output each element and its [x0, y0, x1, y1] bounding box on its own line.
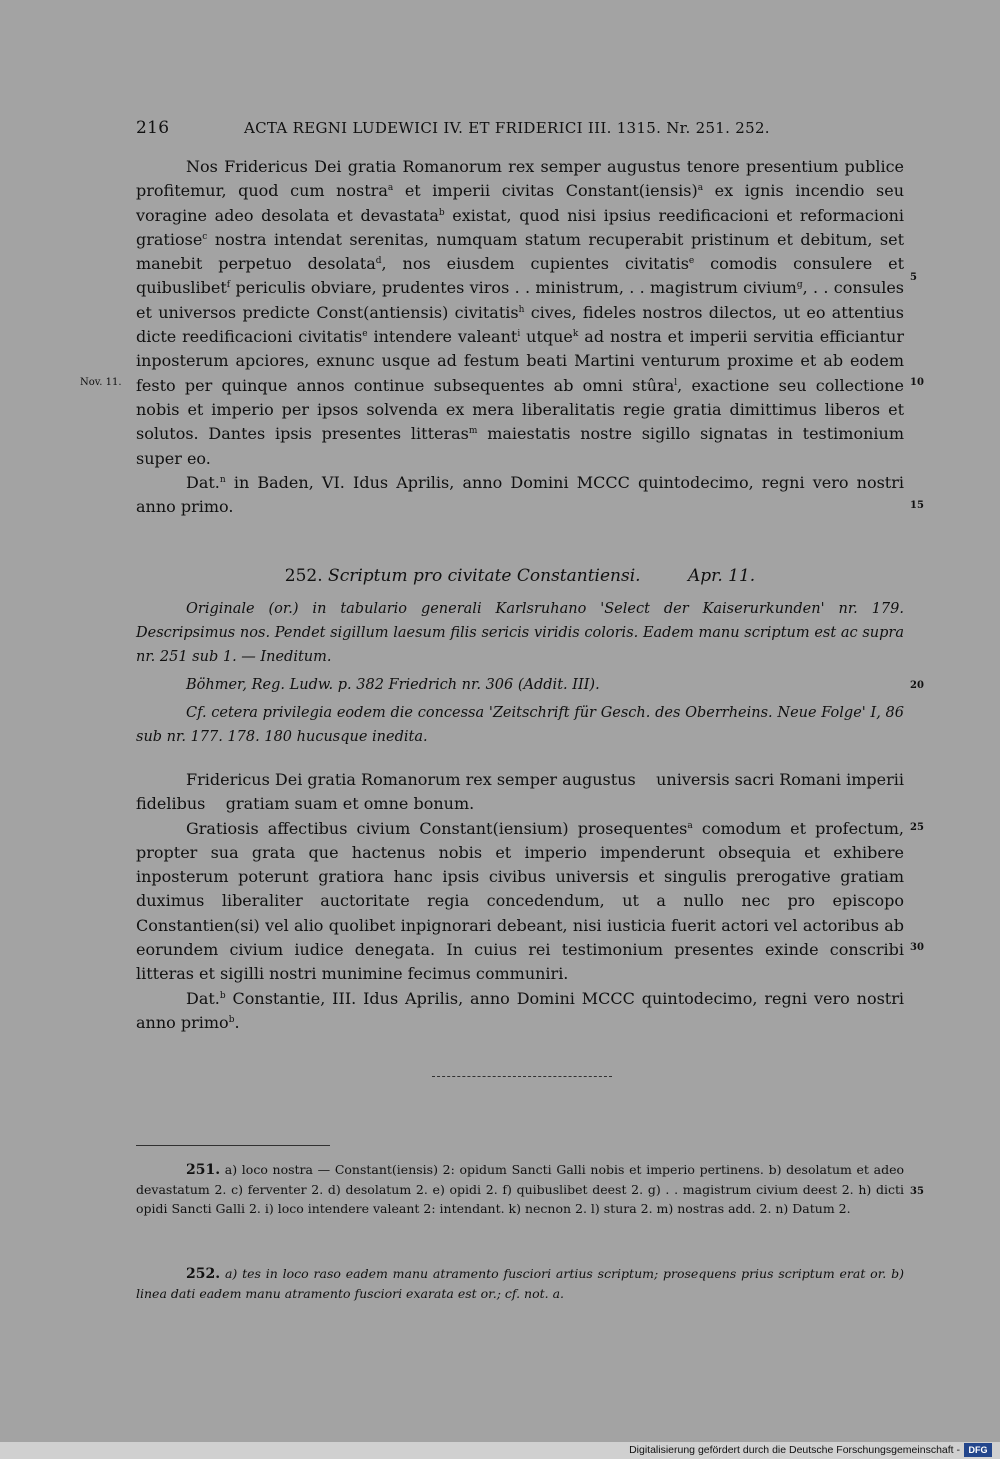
text-run: utque [520, 327, 573, 347]
dfg-logo: DFG [964, 1443, 992, 1457]
doc252-address: Fridericus Dei gratia Romanorum rex semper augustus universis sacri Romani imperii fidelibus gratiam suam et omne bonum. [136, 770, 910, 814]
doc251-text [136, 155, 904, 519]
text-run: Constantie, III. Idus Aprilis, anno Domini MCCC quintodecimo, regni vero nostri anno primo [136, 988, 904, 1032]
footnote-marker: n [219, 474, 226, 485]
text-run: comodum et profectum, propter sua grata que hactenus nobis et imperio impenderunt obsequia et exhibere inposterum poterunt gratiora hanc ipsis civibus universis et singulis prerogative gratiam duximus liberaliter auctoritate regia concedendum, ut a nullo nec pro episcopo Constantien(si) vel alio quolibet inpignorari debeant, nisi iusticia fuerit actori vel actoribus ab eorundem civium iudice denegata. In cuius rei testimonium presentes exinde conscribi litteras et sigilli nostri munimine fecimus communiri. [136, 818, 905, 984]
text-run: Dat. [186, 988, 220, 1008]
doc252-note-cf: Cf. cetera privilegia eodem die concessa 'Zeitschrift für Gesch. des Oberrheins. Neue Folge' I, 86 sub nr. 177. 178. 180 hucusque inedita. [136, 705, 904, 745]
line-number: 30 [910, 942, 924, 953]
doc251-dating [136, 471, 904, 520]
footnotes-251 [136, 1160, 904, 1218]
footnote-label: 252. [186, 1266, 221, 1282]
text-run: Dat. [186, 472, 220, 492]
text-run: , . . consules et universos predicte Const(antiensis) civitatis [136, 278, 905, 322]
text-run: , exactione seu collectione nobis et imperio per ipsos solvenda ex mera liberalitatis regie gratia dimittimus liberos et solutos. Dantes ipsis presentes litteras [136, 375, 905, 444]
footnote-rule [136, 1145, 330, 1146]
footnote-label: 251. [186, 1162, 221, 1178]
footnote-marker: e [362, 329, 368, 340]
text-run: existat, quod nisi ipsius reedificacioni et reformacioni gratiose [136, 205, 905, 249]
footnote-marker: e [688, 256, 695, 267]
doc252-date: Apr. 11. [687, 566, 756, 586]
line-number: 10 [910, 377, 924, 388]
footnote-marker: i [517, 329, 521, 340]
footnote-marker: b [438, 207, 445, 218]
footnotes-252 [136, 1264, 904, 1303]
text-run: ad nostra et imperii servitia efficiantur inposterum apciores, exnunc usque ad festum beati Martini venturum proxime et ab eodem festo per quinque annos continue subsequentes ab omni stûra [136, 327, 905, 395]
footnote-marker: b [228, 1014, 235, 1025]
page-number: 216 [136, 118, 170, 138]
text-run: Gratiosis affectibus civium Constant(iensium) prosequentes [186, 818, 688, 838]
funding-credit: Digitalisierung gefördert durch die Deutsche Forschungsgemeinschaft - [629, 1444, 960, 1456]
doc252-body [136, 817, 904, 987]
footnote-marker: k [572, 329, 579, 340]
text-run: , nos eiusdem cupientes civitatis [381, 254, 689, 274]
line-number: 5 [910, 272, 917, 283]
doc252-text [136, 768, 910, 1035]
line-number: 25 [910, 822, 924, 833]
doc252-heading [136, 566, 904, 586]
line-number: 15 [910, 500, 924, 511]
doc252-title: Scriptum pro civitate Constantiensi. [328, 566, 641, 586]
doc251-body [136, 155, 904, 471]
doc252-note-source: Originale (or.) in tabulario generali Karlsruhano 'Select der Kaiserurkunden' nr. 179. Descripsimus nos. Pendet sigillum laesum filis sericis viridis coloris. Eadem manu scriptum est ac supra nr. 251 sub 1. — Ineditum. [136, 601, 904, 665]
text-run: ex ignis incendio seu voragine adeo desolata et devastata [136, 181, 904, 225]
footnote-marker: l [674, 377, 678, 388]
footnote-marker: b [219, 990, 226, 1001]
text-run: intendere valeant [367, 327, 518, 347]
text-run: cives, fideles nostros dilectos, ut eo attentius dicte reedificacioni civitatis [136, 302, 904, 347]
doc252-apparatus [136, 597, 904, 749]
footnote-marker: a [687, 820, 693, 831]
text-run: Nos Fridericus Dei gratia Romanorum rex semper augustus tenore presentium publice profitemur, quod cum nostra [136, 157, 904, 201]
margin-date-note: Nov. 11. [80, 377, 122, 388]
footnote-marker: a [697, 183, 704, 194]
section-separator [432, 1076, 612, 1078]
text-run: maiestatis nostre sigillo signatas in testimonium super eo. [136, 424, 905, 468]
line-number: 35 [910, 1186, 924, 1197]
running-title: ACTA REGNI LUDEWICI IV. ET FRIDERICI III. 1315. Nr. 251. 252. [244, 119, 770, 137]
text-run: comodis consulere et quibuslibet [136, 254, 905, 298]
footnote-marker: h [518, 304, 525, 315]
doc252-note-regest: Böhmer, Reg. Ludw. p. 382 Friedrich nr. 306 (Addit. III). [186, 677, 600, 693]
text-run: in Baden, VI. Idus Aprilis, anno Domini MCCC quintodecimo, regni vero nostri anno primo. [136, 472, 904, 517]
footnote-text: a) loco nostra — Constant(iensis) 2: opidum Sancti Galli nobis et imperio pertinens. b) desolatum et adeo devastatum 2. c) ferventer 2. d) desolatum 2. e) opidi 2. f) quibuslibet deest 2. g) . . magistrum civium deest 2. h) dicti opidi Sancti Galli 2. i) loco intendere valeant 2: intendant. k) necnon 2. l) stura 2. m) nostras add. 2. n) Datum 2. [136, 1162, 904, 1216]
running-header [136, 118, 904, 138]
text-run: et imperii civitas Constant(iensis) [393, 181, 698, 201]
footnote-marker: d [375, 256, 382, 267]
footnote-marker: g [796, 280, 803, 291]
footnote-marker: f [226, 280, 231, 291]
text-run: . [234, 1012, 240, 1032]
footnote-text: a) tes in loco raso eadem manu atramento fusciori artius scriptum; prosequens prius scriptum erat or. b) linea dati eadem manu atramento fusciori exarata est or.; cf. not. a. [136, 1266, 904, 1301]
footnote-marker: a [387, 183, 394, 194]
line-number: 20 [910, 680, 924, 691]
footnote-marker: c [202, 231, 208, 242]
text-run: periculis obviare, prudentes viros . . ministrum, . . magistrum civium [230, 278, 797, 298]
text-run: nostra intendat serenitas, numquam statum recuperabit pristinum et debitum, set manebit perpetuo desolata [136, 229, 904, 274]
doc252-number: 252. [284, 566, 323, 586]
doc252-dating [136, 987, 904, 1036]
footnote-marker: m [468, 426, 478, 437]
